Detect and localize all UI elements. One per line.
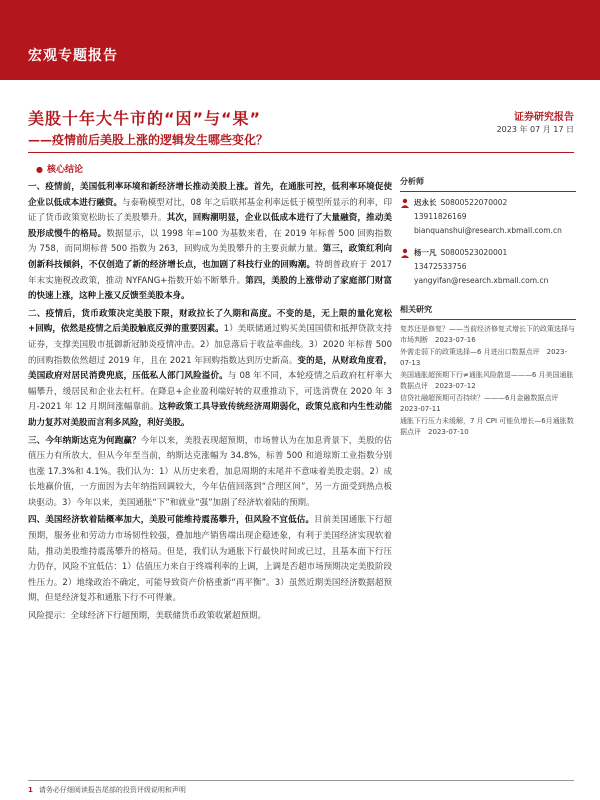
related-item[interactable]: 美国通胀超预期下行≠通胀风险散退———6 月美国通胀数据点评 2023-07-12: [400, 371, 574, 390]
risk-warning: 风险提示：全球经济下行超预期，美联储货币政策收紧超预期。: [28, 611, 267, 622]
person-icon: [400, 248, 410, 258]
analyst-name: 杨一凡: [414, 248, 437, 257]
paragraph-2: [28, 307, 392, 432]
report-type: 证券研究报告: [514, 112, 574, 123]
analyst-card: [400, 246, 576, 288]
core-conclusion-label: 核心结论: [46, 165, 83, 175]
core-conclusion-heading: [36, 162, 83, 175]
analyst-card: [400, 196, 576, 238]
page-number: 1: [28, 786, 33, 794]
report-date: 2023 年 07 月 17 日: [496, 125, 574, 134]
analyst-cert: S0800523020001: [440, 248, 508, 257]
emphasis-text: 一、疫情前，美国低利率环境和新经济增长推动美股上涨。首先，在通胀可控，低利率环境促使企业以低成本进行融资。: [28, 182, 392, 208]
analyst-phone: 13911826169: [414, 212, 467, 221]
paragraph-1: [28, 180, 392, 305]
analyst-email[interactable]: bianquanshui@research.xbmall.com.cn: [414, 226, 562, 235]
emphasis-text: 二、疫情后，货币政策决定美股下限，财政拉长了久期和高度。不变的是，无上限的量化宽松+回购，依然是疫情之后美股触底反弹的重要因素。: [28, 308, 392, 335]
footer: [28, 785, 186, 795]
analyst-cert: S0800522070002: [440, 198, 508, 207]
related-item[interactable]: 信贷社融超预期可否持续？———6月金融数据点评 2023-07-11: [400, 394, 566, 413]
analyst-name: 迟永长: [414, 198, 437, 207]
related-item[interactable]: 复苏还是修复？——当前经济修复式增长下的政策选择与市场判断 2023-07-16: [400, 325, 575, 344]
footer-divider: [28, 780, 574, 781]
related-research-heading: 相关研究: [400, 304, 576, 320]
title-divider: [28, 152, 574, 153]
body-text: 目前美国通胀下行超预期，服务业和劳动力市场韧性较强，叠加地产销售端出现企稳迹象，有利于美国经济实现软着陆，推动美股维持震荡攀升的格局。但是，我们认为通胀下行最快时间或已过，且基本面下行压力仍存，风险不宜低估：1）估值压力来自于终端利率的上调，上调是否超市场预期决定美股阶段性压力。2）地缘政治不确定，可能导致资产价格重新“再平衡”。3）虽然近期美国经济数据超预期，但是经济复苏和通胀下行不可得兼。: [28, 515, 392, 604]
analyst-email[interactable]: yangyifan@research.xbmall.com.cn: [414, 276, 549, 285]
related-item[interactable]: 外需走弱下的政策选择—6 月进出口数据点评 2023-07-13: [400, 348, 568, 367]
body-text: 与泰勒模型对比，08 年之后联邦基金利率远低于模型所显示的利率，印证了货币政策宽松助长了美股攀升。: [28, 197, 392, 224]
body-text: 特朗普政府于 2017 年末实施税改政策，推动 NYFANG+指数开始不断攀升。: [28, 259, 392, 286]
footer-disclaimer: 请务必仔细阅读报告尾部的投资评级说明和声明: [38, 786, 186, 794]
emphasis-text: 三、今年纳斯达克为何跑赢？: [28, 435, 141, 446]
emphasis-text: 第四，美股的上涨带动了家庭部门财富的快速上涨，这种上涨又反馈至美股本身。: [28, 275, 392, 302]
analysts-heading: 分析师: [400, 176, 576, 192]
emphasis-text: 第三，政策红利向创新科技倾斜，不仅创造了新的经济增长点，也加剧了科技行业的回购潮。: [28, 244, 392, 270]
header-banner: [0, 0, 600, 80]
emphasis-text: 四、美国经济软着陆概率加大，美股可能维持震荡攀升，但风险不宜低估。: [28, 515, 315, 526]
body-text: 1）美联储通过购买美国国债和抵押贷款支持证券，支撑美国股市抵御新冠肺炎疫情冲击。2）加息落后于收益率曲线。3）2020 年标普 500 的回购指数依然超过 2019 年，且在 2021 年回购指数达到历史新高。: [28, 324, 392, 366]
sidebar: [400, 176, 576, 439]
body-text: 数据显示，以 1998 年=100 为基数来看，在 2019 年标普 500 回购指数为 758，而同期标普 500 指数为 263，回购成为美股攀升的主要贡献力量。: [28, 228, 392, 255]
report-subtitle: ——疫情前后美股上涨的逻辑发生哪些变化？: [28, 133, 269, 147]
body-text: 与 08 年不同，本轮疫情之后政府杠杆率大幅攀升，缓居民和企业去杠杆。在降息+企业盈利端好转的双重推动下，可选消费在 2020 年 3 月-2021 年 12 月期间涨幅靠前。: [28, 371, 392, 413]
paragraph-4: [28, 513, 392, 607]
bullet-icon: ●: [36, 165, 43, 174]
banner-title: 宏观专题报告: [28, 48, 118, 64]
related-item[interactable]: 通胀下行压力未缓解，7 月 CPI 可能负增长—6月通胀数据点评 2023-07-10: [400, 417, 574, 436]
analyst-phone: 13472533756: [414, 262, 467, 271]
emphasis-text: 其次，回购潮明显，企业以低成本进行了大量融资，推动美股形成慢牛的格局。: [28, 213, 392, 239]
body-text: 今年以来，美股表现超预期，市场曾认为在加息背景下，美股的估值压力有所放大，但从今年至当前，纳斯达克涨幅为 34.8%，标普 500 和道琼斯工业指数分别也涨 17.3%和 4.1%。我们认为：1）从历史来看，加息周期的末尾并不意味着美股走弱。2）成长地赢价值，一方面因为去年纳指回调较大，今年估值回落到“合理区间”，另一方面受到热点板块驱动。3）今年以来，美国通胀“下”和就业“强”加剧了经济软着陆的预期。: [28, 435, 392, 508]
emphasis-text: 这种政策工具导致传统经济周期弱化，政策兑底和内生性动能助力复苏对美股而言利多风险，利好美股。: [28, 402, 392, 428]
report-title: 美股十年大牛市的“因”与“果”: [28, 109, 262, 128]
main-content: [28, 180, 392, 625]
person-icon: [400, 198, 410, 208]
paragraph-3: [28, 434, 392, 512]
emphasis-text: 变的是，从财政角度看，美国政府对居民消费兜底，压低私人部门风险溢价。: [28, 355, 392, 382]
